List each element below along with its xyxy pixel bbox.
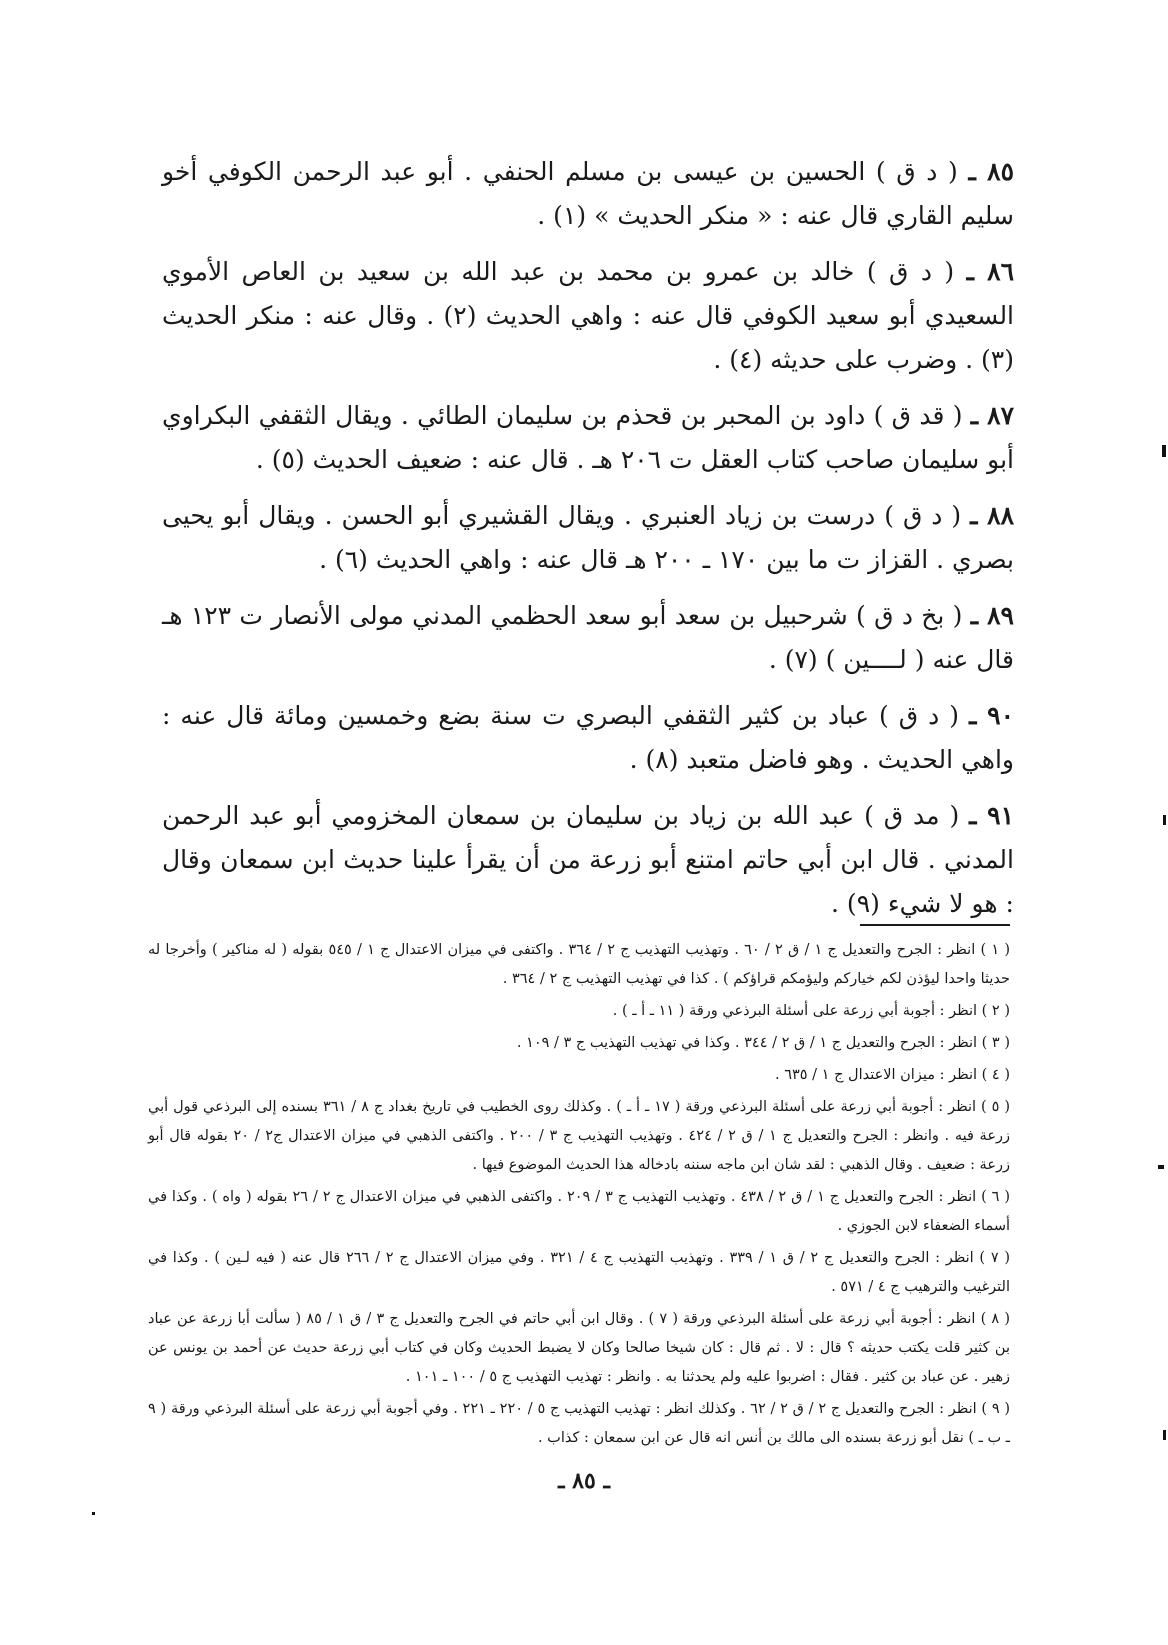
page-number: ـ ٨٥ ـ <box>558 1468 610 1494</box>
footnote-5: ( ٥ ) انظر : أجوبة أبي زرعة على أسئلة البرذعي ورقة ( ١٧ ـ أ ـ ) . وكذلك روى الخطيب في تاريخ بغداد ج ٨ / ٣٦١ بسنده إلى البرذعي قول أبي زرعة فيه . وانظر : الجرح والتعديل ج ١ / ق ٢ / ٤٢٤ . وتهذيب التهذيب ج ٣ / ٢٠٠ . واكتفى الذهبي في ميزان الاعتدال ج٢ / ٢٠ بقوله قال أبو زرعة : ضعيف . وقال الذهبي : لقد شان ابن ماجه سننه بادخاله هذا الحديث الموضوع فيها . <box>148 1099 1010 1173</box>
entry-text: ( مد ق ) عبد الله بن زياد بن سليمان بن سمعان المخزومي أبو عبد الرحمن المدني . قال ابن أبي حاتم امتنع أبو زرعة من أن يقرأ علينا حديث ابن سمعان وقال : هو لا شيء (٩) . <box>162 801 1014 918</box>
entry-85 <box>162 150 1014 244</box>
entry-90 <box>162 694 1014 788</box>
entry-87 <box>162 394 1014 488</box>
footnote-1: ( ١ ) انظر : الجرح والتعديل ج ١ / ق ٢ / ٦٠ . وتهذيب التهذيب ج ٢ / ٣٦٤ . واكتفى في ميزان الاعتدال ج ١ / ٥٤٥ بقوله ( له مناكير ) وأخرجا له حديثا واحدا ليؤذن لكم خياركم وليؤمكم قراؤكم ) . كذا في تهذيب التهذيب ج ٢ / ٣٦٤ . <box>148 942 1010 987</box>
entry-text: ( بخ د ق ) شرحبيل بن سعد أبو سعد الحظمي المدني مولى الأنصار ت ١٢٣ هـ قال عنه ( لــــين ) (٧) . <box>162 601 1014 674</box>
entry-number: ٨٩ ـ <box>970 601 1014 630</box>
entry-89 <box>162 594 1014 688</box>
scan-mark <box>1158 1165 1164 1169</box>
entry-text: ( د ق ) خالد بن عمرو بن محمد بن عبد الله بن سعيد بن العاص الأموي السعيدي أبو سعيد الكوفي قال عنه : واهي الحديث (٢) . وقال عنه : منكر الحديث (٣) . وضرب على حديثه (٤) . <box>162 257 1015 374</box>
entry-number: ٨٨ ـ <box>970 501 1014 530</box>
entry-88 <box>162 494 1014 588</box>
footnote-3: ( ٣ ) انظر : الجرح والتعديل ج ١ / ق ٢ / ٣٤٤ . وكذا في تهذيب التهذيب ج ٣ / ١٠٩ . <box>516 1035 1010 1051</box>
entry-text: ( د ق ) عباد بن كثير الثقفي البصري ت سنة بضع وخمسين ومائة قال عنه : واهي الحديث . وهو فاضل متعبد (٨) . <box>162 701 1014 774</box>
footnotes <box>148 936 1010 1456</box>
entry-91 <box>162 794 1014 932</box>
entry-number: ٨٦ ـ <box>966 257 1015 286</box>
entry-text: ( قد ق ) داود بن المحبر بن قحذم بن سليمان الطائي . ويقال الثقفي البكراوي أبو سليمان صاحب كتاب العقل ت ٢٠٦ هـ . قال عنه : ضعيف الحديث (٥) . <box>162 401 1014 474</box>
entry-number: ٩١ ـ <box>969 801 1015 830</box>
footnote-8: ( ٨ ) انظر : أجوبة أبي زرعة على أسئلة البرذعي ورقة ( ٧ ) . وقال ابن أبي حاتم في الجرح والتعديل ج ٣ / ق ١ / ٨٥ ( سألت أبا زرعة عن عباد بن كثير قلت يكتب حديثه ؟ قال : لا . ثم قال : كان شيخا صالحا وكان لا يضبط الحديث وكان في كتاب أبي زرعة حديث عن أحمد بن يونس عن زهير . عن عباد بن كثير . فقال : اضربوا عليه ولم يحدثنا به . وانظر : تهذيب التهذيب ج ٥ / ١٠٠ ـ ١٠١ . <box>148 1311 1011 1385</box>
footnote-7: ( ٧ ) انظر : الجرح والتعديل ج ٢ / ق ١ / ٣٣٩ . وتهذيب التهذيب ج ٤ / ٣٢١ . وفي ميزان الاعتدال ج ٢ / ٢٦٦ قال عنه ( فيه لـين ) . وكذا في الترغيب والترهيب ج ٤ / ٥٧١ . <box>148 1250 1011 1295</box>
entry-text: ( د ق ) درست بن زياد العنبري . ويقال القشيري أبو الحسن . ويقال أبو يحيى بصري . القزاز ت ما بين ١٧٠ ـ ٢٠٠ هـ قال عنه : واهي الحديث (٦) . <box>162 501 1014 574</box>
footnote-separator <box>860 924 1010 926</box>
entry-86 <box>162 250 1014 388</box>
scan-mark <box>92 1512 95 1515</box>
scan-mark <box>1163 1430 1166 1440</box>
footnote-9: ( ٩ ) انظر : الجرح والتعديل ج ٢ / ق ٢ / ٦٢ . وكذلك انظر : تهذيب التهذيب ج ٥ / ٢٢٠ ـ ٢٢١ . وفي أجوبة أبي زرعة على أسئلة البرذعي ورقة ( ٩ ـ ب ـ ) نقل أبو زرعة بسنده الى مالك بن أنس انه قال عن ابن سمعان : كذاب . <box>148 1401 1011 1446</box>
narrator-entries <box>162 150 1014 938</box>
footnote-4: ( ٤ ) انظر : ميزان الاعتدال ج ١ / ٦٣٥ . <box>774 1067 1010 1083</box>
entry-number: ٩٠ ـ <box>969 701 1015 730</box>
entry-number: ٨٧ ـ <box>970 401 1014 430</box>
footnote-6: ( ٦ ) انظر : الجرح والتعديل ج ١ / ق ٢ / ٤٣٨ . وتهذيب التهذيب ج ٣ / ٢٠٩ . واكتفى الذهبي في ميزان الاعتدال ج ٢ / ٢٦ بقوله ( واه ) . وكذا في أسماء الضعفاء لابن الجوزي . <box>148 1189 1011 1234</box>
footnote-2: ( ٢ ) انظر : أجوبة أبي زرعة على أسئلة البرذعي ورقة ( ١١ ـ أ ـ ) . <box>612 1003 1010 1019</box>
entry-number: ٨٥ ـ <box>968 157 1014 186</box>
scan-mark <box>1162 445 1166 457</box>
entry-text: ( د ق ) الحسين بن عيسى بن مسلم الحنفي . أبو عبد الرحمن الكوفي أخو سليم القاري قال عنه : « منكر الحديث » (١) . <box>162 157 1014 230</box>
scan-mark <box>1163 815 1166 825</box>
